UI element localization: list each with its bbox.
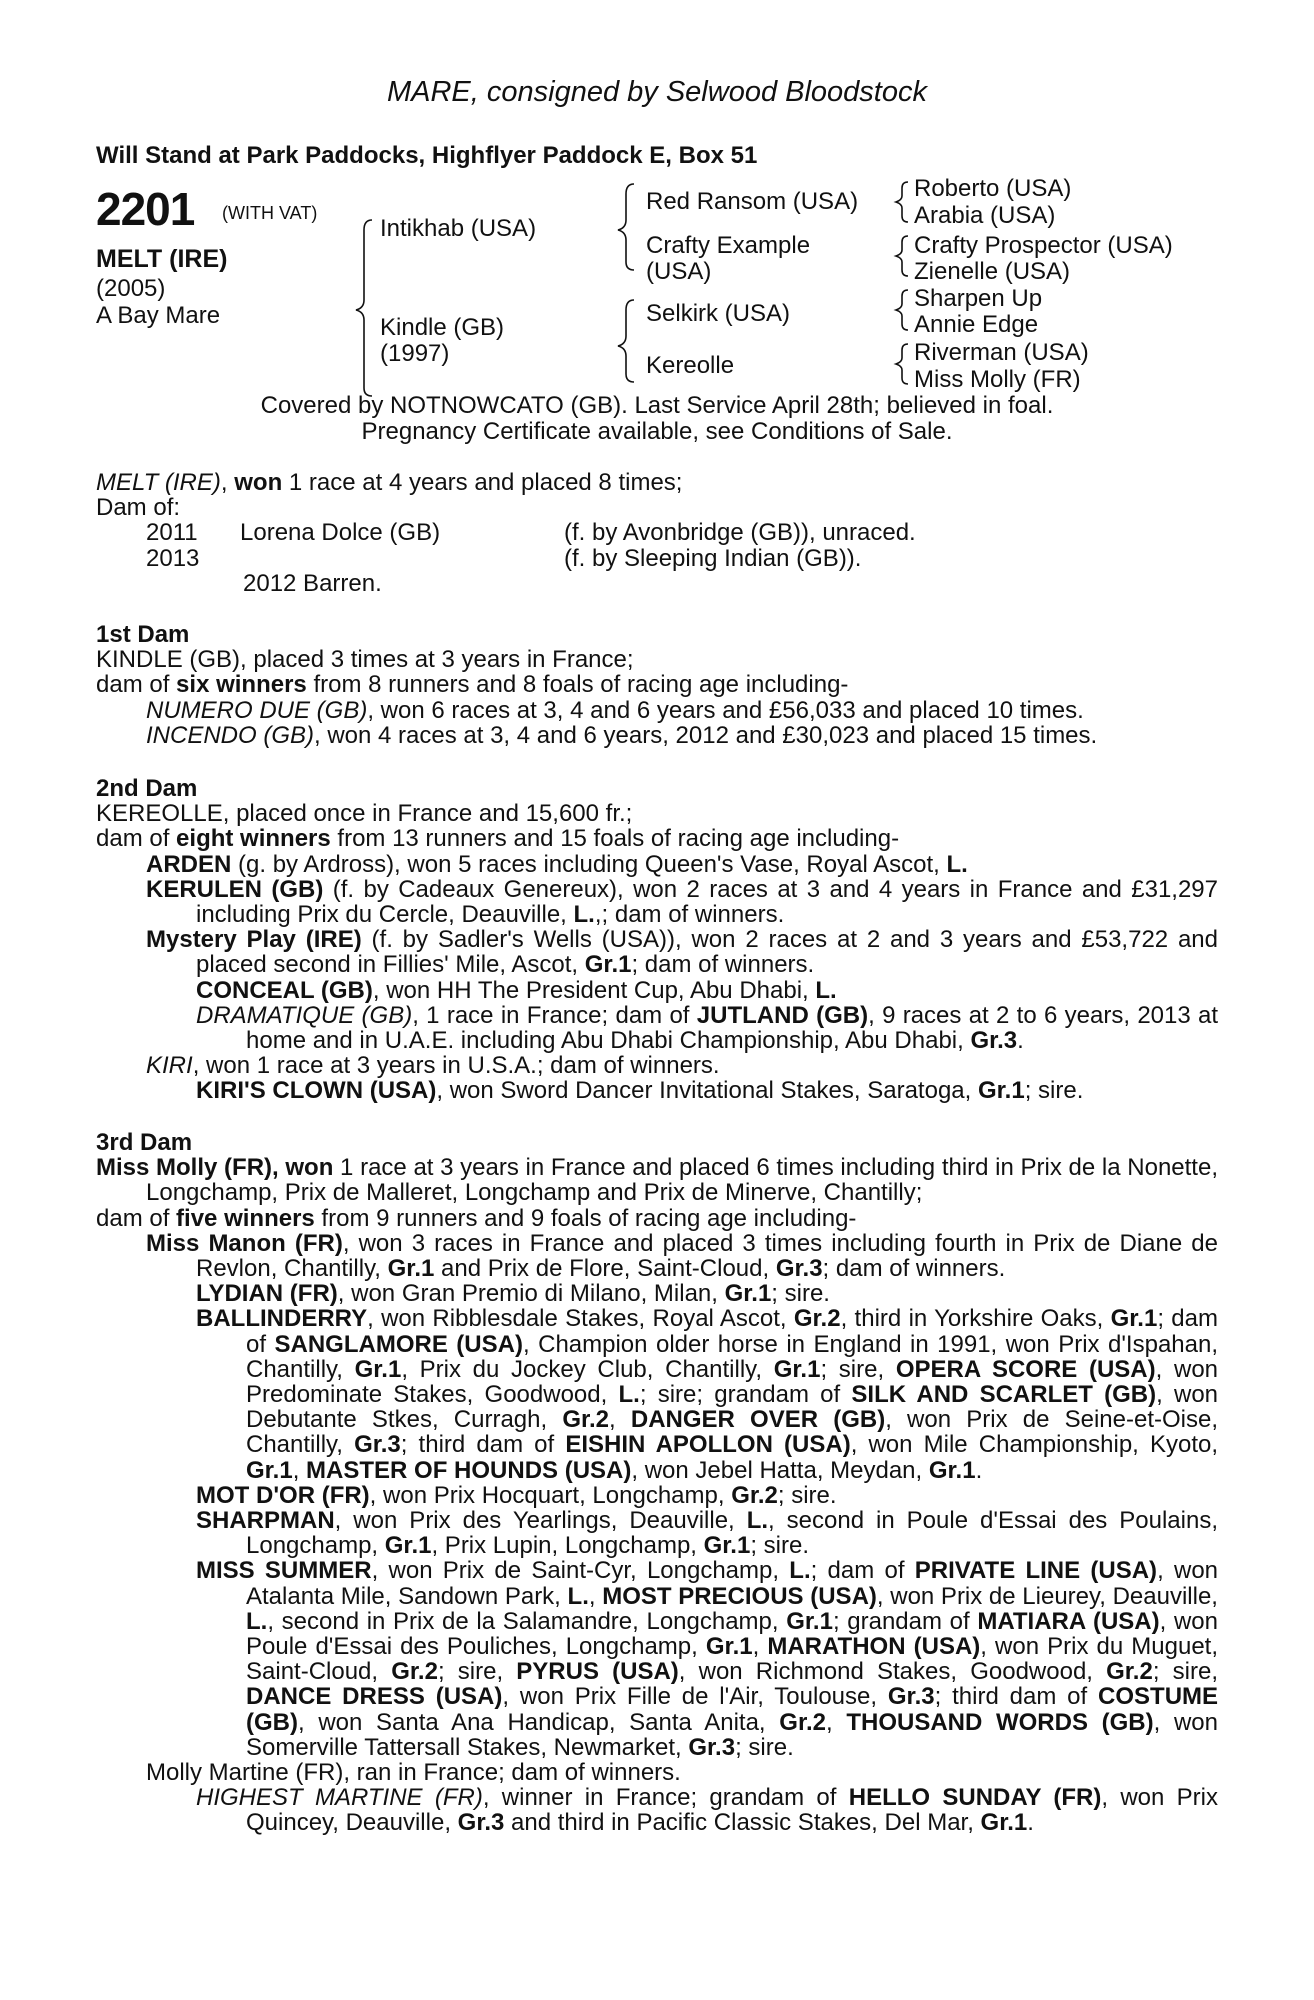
progeny-name: KERULEN (GB) xyxy=(146,875,324,903)
vat-note: (WITH VAT) xyxy=(222,203,318,223)
pedigree-sds: Crafty Prospector (USA) xyxy=(914,232,1173,259)
third-dam-produce-summary xyxy=(96,1206,1218,1231)
progeny-mystery-play xyxy=(96,927,1218,977)
horse-description: A Bay Mare xyxy=(96,302,221,329)
pedigree-sire: Intikhab (USA) xyxy=(380,215,537,242)
grandprogeny-sharpman: SHARPMAN, won Prix des Yearlings, Deauville, L., second in Poule d'Essai des Poulains, Longchamp, Gr.1, Prix Lupin, Longchamp, Gr.1; sire. xyxy=(196,1507,1219,1560)
text: , won 1 race at 3 years in U.S.A.; dam of winners. xyxy=(192,1052,720,1080)
winners-count: eight winners xyxy=(176,825,331,853)
produce-note: (f. by Avonbridge (GB)), unraced. xyxy=(564,519,916,547)
progeny-name: DRAMATIQUE (GB) xyxy=(196,1001,413,1029)
won-label: , won xyxy=(272,1154,334,1182)
pedigree-sire-dam: Crafty Example xyxy=(646,232,811,259)
text: , won 4 races at 3, 4 and 6 years, 2012 and £30,023 and placed 15 times. xyxy=(314,721,1098,749)
produce-note: (f. by Sleeping Indian (GB)). xyxy=(564,544,862,572)
text: (g. by Ardross), won 5 races including Queen's Vase, Royal Ascot, xyxy=(231,850,947,878)
pedigree-dds: Riverman (USA) xyxy=(914,339,1089,366)
text: , 9 races at 2 to 6 years, 2013 at home and in U.A.E. including Abu Dhabi Championship, Abu Dhabi, xyxy=(246,1001,1219,1055)
progeny-molly-martine: Molly Martine (FR), ran in France; dam of winners. xyxy=(146,1759,681,1787)
text: from 13 runners and 15 foals of racing age including- xyxy=(330,825,900,853)
produce-table xyxy=(146,520,916,570)
horse-name: MELT (IRE) xyxy=(96,245,228,273)
second-dam-produce-summary xyxy=(96,826,1218,851)
foaling-year: (2005) xyxy=(96,275,166,302)
first-dam-progeny-1 xyxy=(96,698,1218,723)
text: dam of xyxy=(96,1204,177,1232)
winners-count: five winners xyxy=(176,1204,315,1232)
grandprogeny-conceal xyxy=(96,978,1218,1003)
progeny-miss-manon: Miss Manon (FR), won 3 races in France and placed 3 times including fourth in Prix de Diane de Revlon, Chantilly, Gr.1 and Prix de Flore, Saint-Cloud, Gr.3; dam of winners. xyxy=(146,1229,1218,1283)
text: ; dam of winners. xyxy=(631,951,815,979)
pedigree-sire-dam-line2: (USA) xyxy=(646,258,712,285)
pedigree-sire-sire: Red Ransom (USA) xyxy=(646,188,859,215)
first-dam-section xyxy=(96,622,1218,748)
text: ; sire. xyxy=(1024,1077,1084,1105)
text: , won HH The President Cup, Abu Dhabi, xyxy=(372,976,816,1004)
grandprogeny-highest-martine: HIGHEST MARTINE (FR), winner in France; grandam of HELLO SUNDAY (FR), won Prix Quincey, Deauville, Gr.3 and third in Pacific Classic Stakes, Del Mar, Gr.1. xyxy=(196,1784,1218,1837)
first-dam-produce-summary xyxy=(96,672,1218,697)
pedigree-sdd: Zienelle (USA) xyxy=(914,258,1071,285)
progeny-name: INCENDO (GB) xyxy=(146,721,314,749)
pedigree-dam-dam: Kereolle xyxy=(646,352,735,379)
mare-record: MELT (IRE), won 1 race at 4 years and placed 8 times; xyxy=(96,469,683,496)
covering-note: Covered by NOTNOWCATO (GB). Last Service April 28th; believed in foal. xyxy=(260,392,1054,419)
produce-name: Lorena Dolce (GB) xyxy=(240,519,441,547)
progeny-name: NUMERO DUE (GB) xyxy=(146,696,368,724)
grandprogeny-lydian: LYDIAN (FR), won Gran Premio di Milano, Milan, Gr.1; sire. xyxy=(196,1280,830,1308)
produce-year: 2011 xyxy=(146,519,198,547)
pedigree-dss: Sharpen Up xyxy=(914,285,1043,312)
consignor-title: MARE, consigned by Selwood Bloodstock xyxy=(386,76,927,108)
standing-location: Will Stand at Park Paddocks, Highflyer Paddock E, Box 51 xyxy=(96,142,758,169)
pedigree-dam-year: (1997) xyxy=(380,340,450,367)
second-dam-section xyxy=(96,776,1218,1104)
grade: L. xyxy=(946,850,968,878)
produce-year: 2013 xyxy=(146,544,200,572)
pregnancy-note: Pregnancy Certificate available, see Conditions of Sale. xyxy=(361,418,953,445)
text: , won Sword Dancer Invitational Stakes, Saratoga, xyxy=(436,1077,978,1105)
text: ,; dam of winners. xyxy=(594,901,785,929)
third-dam-heading: 3rd Dam xyxy=(96,1129,193,1156)
produce-row xyxy=(146,546,916,571)
first-dam-progeny-2 xyxy=(96,723,1218,748)
pedigree-dam: Kindle (GB) xyxy=(380,314,505,341)
progeny-kerulen xyxy=(96,877,1218,927)
text: , 1 race in France; dam of xyxy=(412,1001,697,1029)
progeny-name: JUTLAND (GB) xyxy=(696,1001,869,1029)
text: , won 6 races at 3, 4 and 6 years and £56,033 and placed 10 times. xyxy=(367,696,1084,724)
first-dam-heading: 1st Dam xyxy=(96,621,190,648)
grandprogeny-kiris-clown xyxy=(96,1078,1218,1103)
text: dam of xyxy=(96,671,177,699)
produce-name xyxy=(240,546,564,571)
dam-of-label: Dam of: xyxy=(96,494,181,522)
first-dam-record: KINDLE (GB), placed 3 times at 3 years in France; xyxy=(96,646,634,674)
grade: L. xyxy=(815,976,837,1004)
text: from 9 runners and 9 foals of racing age including- xyxy=(314,1204,857,1232)
grandprogeny-ballinderry: BALLINDERRY, won Ribblesdale Stakes, Royal Ascot, Gr.2, third in Yorkshire Oaks, Gr.1; dam of SANGLAMORE (USA), Champion older horse in England in 1991, won Prix d'Ispahan, Chantilly, Gr.1, Prix du Jockey Club, Chantilly, Gr.1; sire, OPERA SCORE (USA), won Predominate Stakes, Goodwood, L.; sire; grandam of SILK AND SCARLET (GB), won Debutante Stkes, Curragh, Gr.2, DANGER OVER (GB), won Prix de Seine-et-Oise, Chantilly, Gr.3; third dam of EISHIN APOLLON (USA), won Mile Championship, Kyoto, Gr.1, MASTER OF HOUNDS (USA), won Jebel Hatta, Meydan, Gr.1. xyxy=(196,1305,1219,1484)
third-dam-record xyxy=(96,1155,1218,1205)
grandprogeny-mot-dor: MOT D'OR (FR), won Prix Hocquart, Longchamp, Gr.2; sire. xyxy=(196,1481,837,1509)
grade: Gr.1 xyxy=(977,1077,1025,1105)
mare-name: MELT (IRE) xyxy=(96,469,221,496)
grandprogeny-dramatique: DRAMATIQUE (GB), 1 race in France; dam of JUTLAND (GB), 9 races at 2 to 6 years, 2013 at home and in U.A.E. including Abu Dhabi Championship, Abu Dhabi, Gr.3. xyxy=(196,1001,1219,1055)
text: 1 race at 3 years in France and placed 6 times including third in Prix de la Nonette, Longchamp, Prix de Malleret, Longchamp and Prix de Minerve, Chantilly; xyxy=(146,1154,1218,1207)
text: (f. by Cadeaux Genereux), won 2 races at 3 and 4 years in France and £31,297 including Prix du Cercle, Deauville, xyxy=(196,875,1218,929)
produce-section xyxy=(96,470,1218,596)
pedigree-sss: Roberto (USA) xyxy=(914,175,1072,202)
mare-record-text: 1 race at 4 years and placed 8 times; xyxy=(282,469,683,496)
progeny-name: ARDEN xyxy=(146,850,232,878)
pedigree-ddd: Miss Molly (FR) xyxy=(914,366,1081,393)
progeny-kiri xyxy=(96,1053,1218,1078)
text: dam of xyxy=(96,825,177,853)
lot-number: 2201 xyxy=(96,183,195,235)
produce-row xyxy=(146,520,916,545)
second-dam-heading: 2nd Dam xyxy=(96,775,198,802)
won-label: won xyxy=(234,469,283,496)
progeny-name: KIRI'S CLOWN (USA) xyxy=(196,1077,437,1105)
barren-note: 2012 Barren. xyxy=(243,569,382,597)
text: from 8 runners and 8 foals of racing age including- xyxy=(306,671,849,699)
progeny-name: Mystery Play (IRE) xyxy=(146,926,362,954)
dam-name: Miss Molly (FR) xyxy=(96,1154,273,1182)
pedigree-dsd: Annie Edge xyxy=(914,311,1039,338)
winners-count: six winners xyxy=(176,671,307,699)
text: (f. by Sadler's Wells (USA)), won 2 races at 2 and 3 years and £53,722 and placed second in Fillies' Mile, Ascot, xyxy=(196,926,1218,979)
pedigree-dam-sire: Selkirk (USA) xyxy=(646,300,791,327)
grade: L. xyxy=(573,901,595,929)
grade: Gr.1 xyxy=(584,951,632,979)
progeny-arden xyxy=(96,852,1218,877)
grade: Gr.3 xyxy=(970,1027,1018,1055)
third-dam-section xyxy=(96,1130,1218,1836)
progeny-name: CONCEAL (GB) xyxy=(196,976,373,1004)
progeny-name: KIRI xyxy=(146,1052,193,1080)
second-dam-record: KEREOLLE, placed once in France and 15,600 fr.; xyxy=(96,800,633,828)
grandprogeny-miss-summer: MISS SUMMER, won Prix de Saint-Cyr, Longchamp, L.; dam of PRIVATE LINE (USA), won Atalanta Mile, Sandown Park, L., MOST PRECIOUS (USA), won Prix de Lieurey, Deauville, L., second in Prix de la Salamandre, Longchamp, Gr.1; grandam of MATIARA (USA), won Poule d'Essai des Pouliches, Longchamp, Gr.1, MARATHON (USA), won Prix du Muguet, Saint-Cloud, Gr.2; sire, PYRUS (USA), won Richmond Stakes, Goodwood, Gr.2; sire, DANCE DRESS (USA), won Prix Fille de l'Air, Toulouse, Gr.3; third dam of COSTUME (GB), won Santa Ana Handicap, Santa Anita, Gr.2, THOUSAND WORDS (GB), won Somerville Tattersall Stakes, Newmarket, Gr.3; sire. xyxy=(196,1557,1219,1761)
pedigree-ssd: Arabia (USA) xyxy=(914,202,1056,229)
